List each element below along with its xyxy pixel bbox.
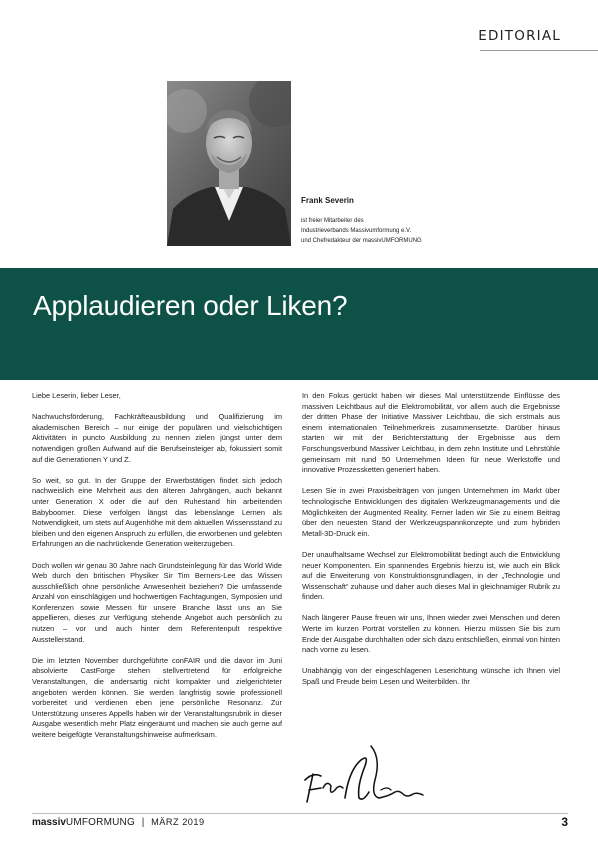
author-name: Frank Severin <box>301 196 354 205</box>
paragraph: Lesen Sie in zwei Praxisbeiträgen von jungen Unternehmen im Markt über technologische Entwicklungen des digitalen Werkzeugmanagements und die Möglichkeiten der Augmented Reality. Ferner laden wir Sie zu einem Beitrag über den neuesten Stand der Werkzeugspannkonzepte und zum hybriden Metall-3D-Druck ein. <box>302 486 560 538</box>
page-number: 3 <box>561 815 568 829</box>
paragraph: So weit, so gut. In der Gruppe der Erwerbstätigen findet sich jedoch nachweislich eine Mehrheit aus den älteren Jahrgängen, auch bekannt unter Generation X oder die auf den Ruhestand hin arbeitenden Babyboomer. Diese verfolgen längst das lebenslange Lernen als Notwendigkeit, um stets auf Augenhöhe mit dem aktuellen Wissensstand zu bleiben und den eigenen Anspruch zu erfüllen, die erworbenen und gelebten Erfahrungen an die nachrückende Generation weiterzugeben. <box>32 475 282 549</box>
author-bio-line: und Chefredakteur der massivUMFORMUNG <box>301 238 422 244</box>
paragraph: Nachwuchsförderung, Fachkräfteausbildung und Qualifizierung im akademischen Bereich – nur einige der populären und vielschichtigen Aktivitäten in puncto Ausbildung zu nennen zielen jüngst unter dem notwendigen großen Aufwand auf die Berufseinsteiger ab, fokussiert somit auf die Generationen Y und Z. <box>32 412 282 464</box>
paragraph: Die im letzten November durchgeführte conFAIR und die davor im Juni absolvierte CastForge stehen stellvertretend für erfolgreiche Veranstaltungen, die andersartig nicht kompakter und zielgerichteter angeboten werden können. Sie werden langfristig sowie professionell vorbereitet und verdienen eben jene persönliche Resonanz. Zur Unterstützung unseres Appells haben wir der Veranstaltungsrubrik in dieser Ausgabe wesentlich mehr Platz eingeräumt und machen sie auch gerne auf weitere beigefügte Veranstaltungshinweise aufmerksam. <box>32 655 282 739</box>
salutation: Liebe Leserin, lieber Leser, <box>32 391 121 400</box>
closing-paragraph: Unabhängig von der eingeschlagenen Leserichtung wünsche ich Ihnen viel Spaß und Freude beim Lesen und Weiterbilden. Ihr <box>302 666 560 687</box>
author-bio-line: ist freier Mitarbeiter des <box>301 218 364 224</box>
page-header <box>0 0 598 54</box>
paragraph: Der unaufhaltsame Wechsel zur Elektromobilität bedingt auch die Entwicklung neuer Komponenten. Ein spannendes Ergebnis hierzu ist, wie auch ein Blick auf die Erweiterung von Konstruktionsgrundlagen, in der „Technologie und Wissenschaft“ zuhause und daher auch dieses Mal in gleichnamiger Rubrik zu finden. <box>302 549 560 602</box>
author-bio <box>301 216 501 246</box>
footer <box>32 817 205 828</box>
headline-banner <box>0 268 598 380</box>
article-column-right <box>302 391 560 698</box>
section-label: EDITORIAL <box>478 28 561 44</box>
article-headline: Applaudieren oder Liken? <box>33 290 348 321</box>
paragraph: Doch wollen wir genau 30 Jahre nach Grundsteinlegung für das World Wide Web durch den britischen Physiker Sir Tim Berners-Lee das Wissen ausschließlich ohne persönliche Anwesenheit beziehen? Die umfassende Anzahl von einschlägigen und hochwertigen Fachtagungen, Symposien und Konferenzen sowie Messen für unsere Branche lässt uns an Sie appellieren, dieses zur Verfügung stehende Angebot auch persönlich zu nutzen – vor und auch hinter dem Referentenpult respektive Ausstellerstand. <box>32 560 282 644</box>
author-bio-line: Industrieverbands Massivumformung e.V. <box>301 228 412 234</box>
brand-logo-part: UMFORMUNG <box>65 817 135 828</box>
article-column-left <box>32 391 282 751</box>
author-portrait <box>167 81 291 246</box>
footer-separator: | <box>141 817 145 828</box>
paragraph: In den Fokus gerückt haben wir dieses Mal unterstützende Einflüsse des massiven Leichtbaus auf die Elektromobilität, vor allem auch die Ergebnisse der dritten Phase der Initiative Massiver Leichtbau, die sich erstmals aus einem internationalen Teilnehmerkreis zusammensetzte. Darüber hinaus starten wir mit der Berichterstattung der Ergebnisse aus dem Forschungsverbund Massiver Leichtbau, in dem zehn Institute und Lehrstühle gemeinsam mit rund 50 Unternehmen Ideen für neue Werkstoffe und innovative Prozessketten generiert haben. <box>302 391 560 475</box>
paragraph: Nach längerer Pause freuen wir uns, Ihnen wieder zwei Menschen und deren Werte im kurzen Porträt vorstellen zu können. Hierzu müssen Sie bis zum Ende der Ausgabe durchhalten oder sich dazu entschließen, einmal von hinten nach vorne zu lesen. <box>302 613 560 655</box>
issue-date: MÄRZ 2019 <box>151 817 205 827</box>
header-rule <box>480 50 598 51</box>
brand-logo-part: massiv <box>32 817 66 828</box>
author-signature <box>299 740 429 810</box>
footer-rule <box>32 813 568 814</box>
